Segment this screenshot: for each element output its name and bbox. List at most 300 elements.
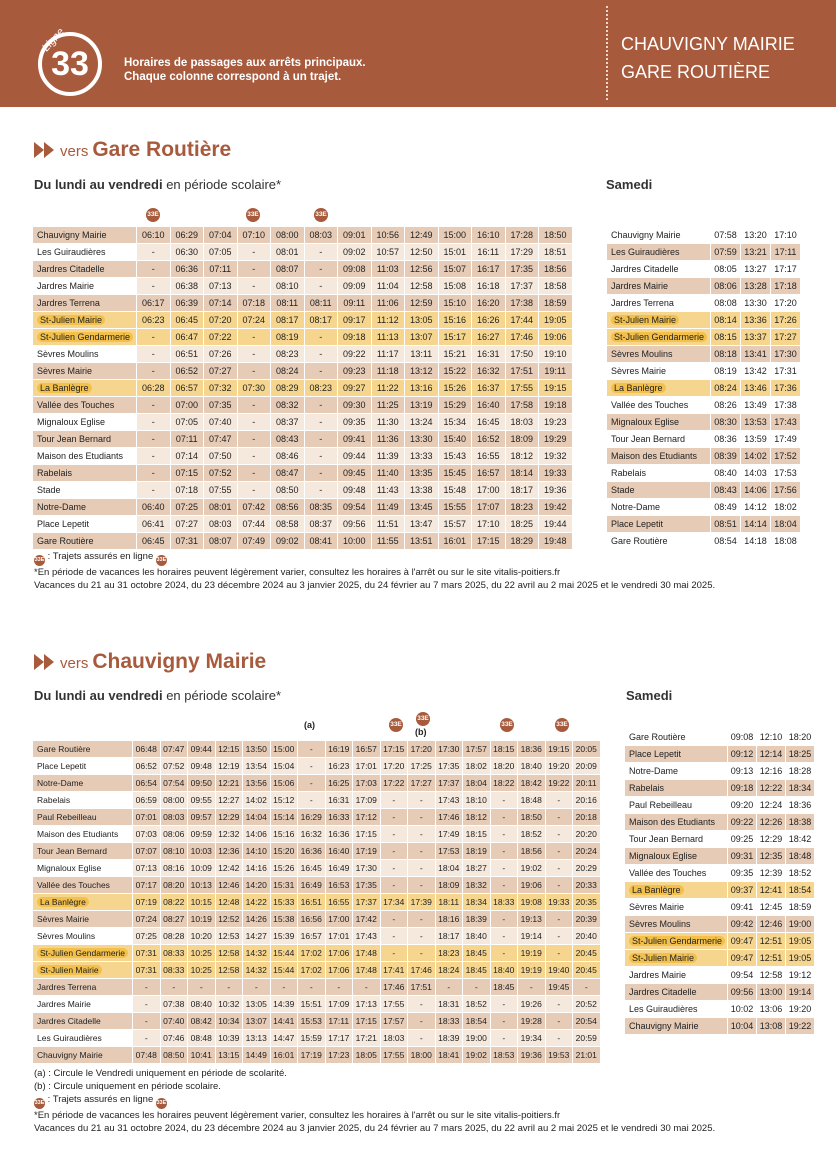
stop-name [33,1030,133,1047]
time-cell: 07:54 [160,775,188,792]
section2-sub-bold: Du lundi au vendredi [34,688,163,703]
time-cell: - [380,843,408,860]
time-cell: - [133,996,161,1013]
time-cell: - [298,792,326,809]
time-cell: - [380,911,408,928]
time-cell: 16:19 [325,741,353,758]
table-row [33,363,573,380]
time-cell: 19:05 [539,312,573,329]
time-cell: 07:27 [170,516,204,533]
time-cell: - [490,843,518,860]
time-cell: - [304,465,338,482]
time-cell: - [408,945,436,962]
time-cell: 06:48 [133,741,161,758]
time-cell: 18:52 [463,996,491,1013]
time-cell: 18:04 [463,775,491,792]
table-row [33,979,601,996]
time-cell: 15:14 [270,809,298,826]
table-row [33,1013,601,1030]
stop-name [625,848,728,865]
time-cell: 06:23 [137,312,171,329]
table-row [607,397,801,414]
time-cell: 07:58 [711,227,741,244]
time-cell: 18:59 [786,899,815,916]
time-cell: 17:42 [353,911,381,928]
time-cell: 18:20 [786,729,815,746]
time-cell: 18:45 [490,979,518,996]
time-cell: - [137,329,171,346]
time-cell: - [545,826,573,843]
section2-saturday-table [624,728,815,1035]
time-cell: - [304,244,338,261]
stop-name-label: Rabelais [37,468,73,478]
time-cell: 13:54 [243,758,271,775]
time-cell: 17:56 [771,482,801,499]
time-cell: 07:25 [170,499,204,516]
time-cell: 17:53 [771,465,801,482]
time-cell: 20:11 [573,775,601,792]
time-cell: 12:42 [215,860,243,877]
time-cell: 17:03 [353,775,381,792]
time-cell: 11:12 [371,312,405,329]
time-cell: 18:40 [490,962,518,979]
time-cell: 13:16 [405,380,439,397]
stop-name [33,758,133,775]
stop-name-label: Rabelais [37,795,71,805]
table-row [625,729,815,746]
time-cell: 12:10 [757,729,786,746]
time-cell: 19:18 [539,397,573,414]
time-cell: 10:41 [188,1047,216,1064]
time-cell: 08:17 [271,312,305,329]
time-cell: - [270,979,298,996]
note-b-label: (b) [415,727,427,737]
time-cell: 16:32 [298,826,326,843]
time-cell: 19:14 [786,984,815,1001]
time-cell: - [237,244,271,261]
time-cell: 12:59 [405,295,439,312]
time-cell: 12:52 [215,911,243,928]
table-row [33,911,601,928]
time-cell: 06:10 [137,227,171,244]
time-cell: 15:17 [438,329,472,346]
time-cell: 18:29 [505,533,539,550]
time-cell: 18:53 [490,1047,518,1064]
time-cell: - [408,1013,436,1030]
time-cell: 16:25 [325,775,353,792]
stop-name-label: Tour Jean Bernard [629,834,704,844]
time-cell: 17:28 [505,227,539,244]
time-cell: 08:37 [304,516,338,533]
time-cell: 15:53 [298,1013,326,1030]
stop-name [33,843,133,860]
table-row [33,945,601,962]
time-cell: 16:33 [325,809,353,826]
time-cell: 09:22 [728,814,757,831]
time-cell: 17:41 [380,962,408,979]
time-cell: 13:49 [741,397,771,414]
time-cell: 18:22 [490,775,518,792]
table-row [607,227,801,244]
time-cell: 17:07 [472,499,506,516]
time-cell: 08:19 [271,329,305,346]
time-cell: - [237,465,271,482]
stop-name-label: Chauvigny Mairie [37,1050,103,1060]
time-cell: 16:31 [325,792,353,809]
time-cell: 06:45 [137,533,171,550]
line-33e-marker-icon: 33E [246,208,260,222]
time-cell: - [380,928,408,945]
stop-name-label: Mignaloux Eglise [37,417,106,427]
table-row [33,295,573,312]
time-cell: - [304,346,338,363]
time-cell: 08:43 [271,431,305,448]
time-cell: 17:31 [771,363,801,380]
time-cell: 13:33 [405,448,439,465]
time-cell: 20:24 [573,843,601,860]
time-cell: 17:58 [505,397,539,414]
time-cell: 15:22 [438,363,472,380]
table-row [33,877,601,894]
time-cell: 09:09 [338,278,372,295]
time-cell: 07:20 [204,312,238,329]
time-cell: 09:56 [338,516,372,533]
table-row [625,950,815,967]
time-cell: 15:57 [438,516,472,533]
time-cell: 16:01 [438,533,472,550]
time-cell: 07:05 [170,414,204,431]
stop-name-label: Jardres Citadelle [629,987,697,997]
section2-notes [34,1067,715,1135]
time-cell: 18:34 [463,894,491,911]
stop-name-label: Place Lepetit [611,519,664,529]
time-cell: 16:01 [270,1047,298,1064]
time-cell: 15:38 [270,911,298,928]
time-cell: 07:31 [133,962,161,979]
stop-name-label: Jardres Citadelle [37,264,105,274]
stop-name-label: Vallée des Touches [611,400,689,410]
time-cell: 15:20 [270,843,298,860]
stop-name [33,1047,133,1064]
time-cell: 08:47 [271,465,305,482]
time-cell: - [237,414,271,431]
time-cell: 08:40 [188,996,216,1013]
stop-name [607,346,711,363]
time-cell: 09:48 [338,482,372,499]
time-cell: 16:36 [325,826,353,843]
table-row [625,831,815,848]
time-cell: 18:54 [786,882,815,899]
time-cell: 14:04 [243,809,271,826]
section1-saturday-table [606,226,801,550]
time-cell: 12:51 [757,950,786,967]
stop-name [625,967,728,984]
stop-name-label: Gare Routière [37,536,94,546]
time-cell: 08:27 [160,911,188,928]
time-cell: 08:49 [711,499,741,516]
time-cell: 15:51 [298,996,326,1013]
time-cell: - [408,843,436,860]
time-cell: 08:14 [711,312,741,329]
time-cell: 18:03 [380,1030,408,1047]
time-cell: - [137,482,171,499]
stop-name-label: Paul Rebeilleau [629,800,693,810]
time-cell: - [545,1030,573,1047]
stop-name-label: Les Guiraudières [611,247,680,257]
time-cell: 10:13 [188,877,216,894]
time-cell: 12:29 [757,831,786,848]
time-cell: 17:34 [380,894,408,911]
time-cell: 17:55 [380,1047,408,1064]
time-cell: 16:17 [472,261,506,278]
time-cell: 11:13 [371,329,405,346]
time-cell: 19:45 [545,979,573,996]
time-cell: 18:08 [771,533,801,550]
time-cell: 17:06 [325,945,353,962]
time-cell: - [133,1013,161,1030]
time-cell: 19:06 [518,877,546,894]
stop-name-label: St-Julien Gendarmerie [37,332,133,342]
time-cell: 14:02 [243,792,271,809]
time-cell: 16:45 [298,860,326,877]
time-cell: 08:54 [711,533,741,550]
time-cell: 16:51 [298,894,326,911]
time-cell: 07:47 [160,741,188,758]
time-cell: 18:39 [463,911,491,928]
time-cell: 12:24 [757,797,786,814]
header-separator [606,6,608,100]
stop-name-label: Jardres Terrena [37,982,97,992]
time-cell: 17:02 [298,945,326,962]
time-cell: 08:46 [271,448,305,465]
stop-name [607,465,711,482]
section2-vers: vers [60,655,89,672]
time-cell: 12:29 [215,809,243,826]
time-cell: 18:32 [463,877,491,894]
time-cell: - [137,363,171,380]
time-cell: - [215,979,243,996]
time-cell: 10:03 [188,843,216,860]
time-cell: 12:27 [215,792,243,809]
time-cell: 17:48 [353,945,381,962]
table-row [607,261,801,278]
stop-name [625,729,728,746]
time-cell: 13:11 [405,346,439,363]
time-cell: 08:50 [271,482,305,499]
stop-name [607,329,711,346]
table-row [607,346,801,363]
time-cell: 19:00 [786,916,815,933]
table-row [33,533,573,550]
time-cell: 17:20 [408,741,436,758]
table-row [607,329,801,346]
time-cell: 15:26 [270,860,298,877]
time-cell: 07:26 [204,346,238,363]
time-cell: 16:18 [472,278,506,295]
time-cell: 07:35 [204,397,238,414]
time-cell: 18:38 [786,814,815,831]
stop-name-label: Rabelais [611,468,647,478]
time-cell: 10:09 [188,860,216,877]
time-cell: 19:00 [463,1030,491,1047]
stop-name-label: Jardres Terrena [611,298,674,308]
time-cell: - [490,809,518,826]
time-cell: - [304,363,338,380]
table-row [33,758,601,775]
time-cell: 09:48 [188,758,216,775]
time-cell: 15:44 [270,962,298,979]
time-cell: 07:00 [170,397,204,414]
time-cell: 06:52 [133,758,161,775]
time-cell: 17:57 [463,741,491,758]
line-number: 33 [51,45,89,83]
stop-name [33,826,133,843]
time-cell: 09:47 [728,933,757,950]
time-cell: 18:12 [463,809,491,826]
stop-name-label: Sèvres Mairie [629,902,685,912]
time-cell: 08:03 [304,227,338,244]
stop-name [625,1001,728,1018]
time-cell: 07:25 [133,928,161,945]
table-row [33,843,601,860]
time-cell: 19:20 [545,758,573,775]
section1-sub-bold: Du lundi au vendredi [34,177,163,192]
stop-name-label: Place Lepetit [37,519,90,529]
time-cell: 18:54 [463,1013,491,1030]
time-cell: 09:54 [728,967,757,984]
time-cell: 08:32 [271,397,305,414]
time-cell: 19:36 [518,1047,546,1064]
time-cell: 19:02 [518,860,546,877]
time-cell: 11:55 [371,533,405,550]
time-cell: 16:32 [472,363,506,380]
time-cell: 18:42 [518,775,546,792]
time-cell: 20:16 [573,792,601,809]
table-row [33,809,601,826]
stop-name [33,244,137,261]
time-cell: 09:41 [728,899,757,916]
time-cell: 08:26 [711,397,741,414]
time-cell: 09:18 [728,780,757,797]
time-cell: - [137,346,171,363]
time-cell: 17:26 [771,312,801,329]
table-row [33,278,573,295]
line-33e-marker-icon: 33E [156,1098,167,1109]
stop-name-label: Place Lepetit [629,749,682,759]
time-cell: - [408,809,436,826]
time-cell: 06:59 [133,792,161,809]
stop-name [625,899,728,916]
time-cell: - [408,792,436,809]
stop-name-label: Jardres Mairie [629,970,687,980]
time-cell: 17:00 [472,482,506,499]
time-cell: 12:19 [215,758,243,775]
time-cell: 18:42 [786,831,815,848]
time-cell: 12:26 [757,814,786,831]
table-row [33,792,601,809]
time-cell: 13:53 [741,414,771,431]
time-cell: 20:45 [573,945,601,962]
time-cell: 07:31 [133,945,161,962]
time-cell: 07:05 [204,244,238,261]
time-cell: 19:22 [545,775,573,792]
stop-name-label: Tour Jean Bernard [37,846,107,856]
time-cell: 14:27 [243,928,271,945]
table-row [625,933,815,950]
stop-name-label: St-Julien Mairie [37,965,102,975]
table-row [33,516,573,533]
stop-name [33,792,133,809]
stop-name-label: Les Guiraudières [37,1033,102,1043]
stop-name-label: Notre-Dame [629,766,679,776]
time-cell: 18:14 [505,465,539,482]
time-cell: 20:09 [573,758,601,775]
section2-note-vacances: *En période de vacances les horaires peuvent légèrement varier, consultez les horaires à l'arrêt ou sur le site vitalis-poitiers.fr [34,1110,561,1121]
time-cell: 18:12 [505,448,539,465]
time-cell: 06:57 [170,380,204,397]
time-cell: 08:50 [160,1047,188,1064]
time-cell: 08:37 [271,414,305,431]
stop-name-label: Gare Routière [37,744,91,754]
table-row [33,261,573,278]
time-cell: 17:43 [771,414,801,431]
time-cell: - [298,758,326,775]
time-cell: 12:56 [405,261,439,278]
time-cell: 17:46 [408,962,436,979]
time-cell: 08:28 [160,928,188,945]
stop-name [33,877,133,894]
time-cell: 10:02 [728,1001,757,1018]
time-cell: 13:19 [405,397,439,414]
table-row [607,448,801,465]
time-cell: 17:29 [505,244,539,261]
stop-name-label: Mignaloux Eglise [611,417,680,427]
time-cell: 17:49 [435,826,463,843]
time-cell: 11:03 [371,261,405,278]
time-cell: 13:36 [741,312,771,329]
time-cell: 10:56 [371,227,405,244]
time-cell: 19:28 [518,1013,546,1030]
route-destination: GARE ROUTIÈRE [621,62,771,82]
stop-name [33,278,137,295]
time-cell: 19:15 [545,741,573,758]
time-cell: 17:00 [325,911,353,928]
time-cell: 14:22 [243,894,271,911]
time-cell: 08:22 [160,894,188,911]
time-cell: 07:11 [204,261,238,278]
stop-name [607,533,711,550]
time-cell: 18:36 [786,797,815,814]
time-cell: 18:23 [435,945,463,962]
stop-name [625,763,728,780]
time-cell: 19:23 [539,414,573,431]
time-cell: - [325,979,353,996]
time-cell: 13:00 [757,984,786,1001]
time-cell: 12:53 [215,928,243,945]
stop-name-label: Jardres Citadelle [37,1016,101,1026]
time-cell: 18:40 [463,928,491,945]
time-cell: - [380,826,408,843]
time-cell: 11:25 [371,397,405,414]
table-row [33,312,573,329]
section1-saturday-label: Samedi [606,177,653,192]
time-cell: 17:30 [353,860,381,877]
time-cell: 18:34 [786,780,815,797]
time-cell: 17:36 [771,380,801,397]
time-cell: 17:02 [298,962,326,979]
time-cell: 15:45 [438,465,472,482]
time-cell: - [573,979,601,996]
